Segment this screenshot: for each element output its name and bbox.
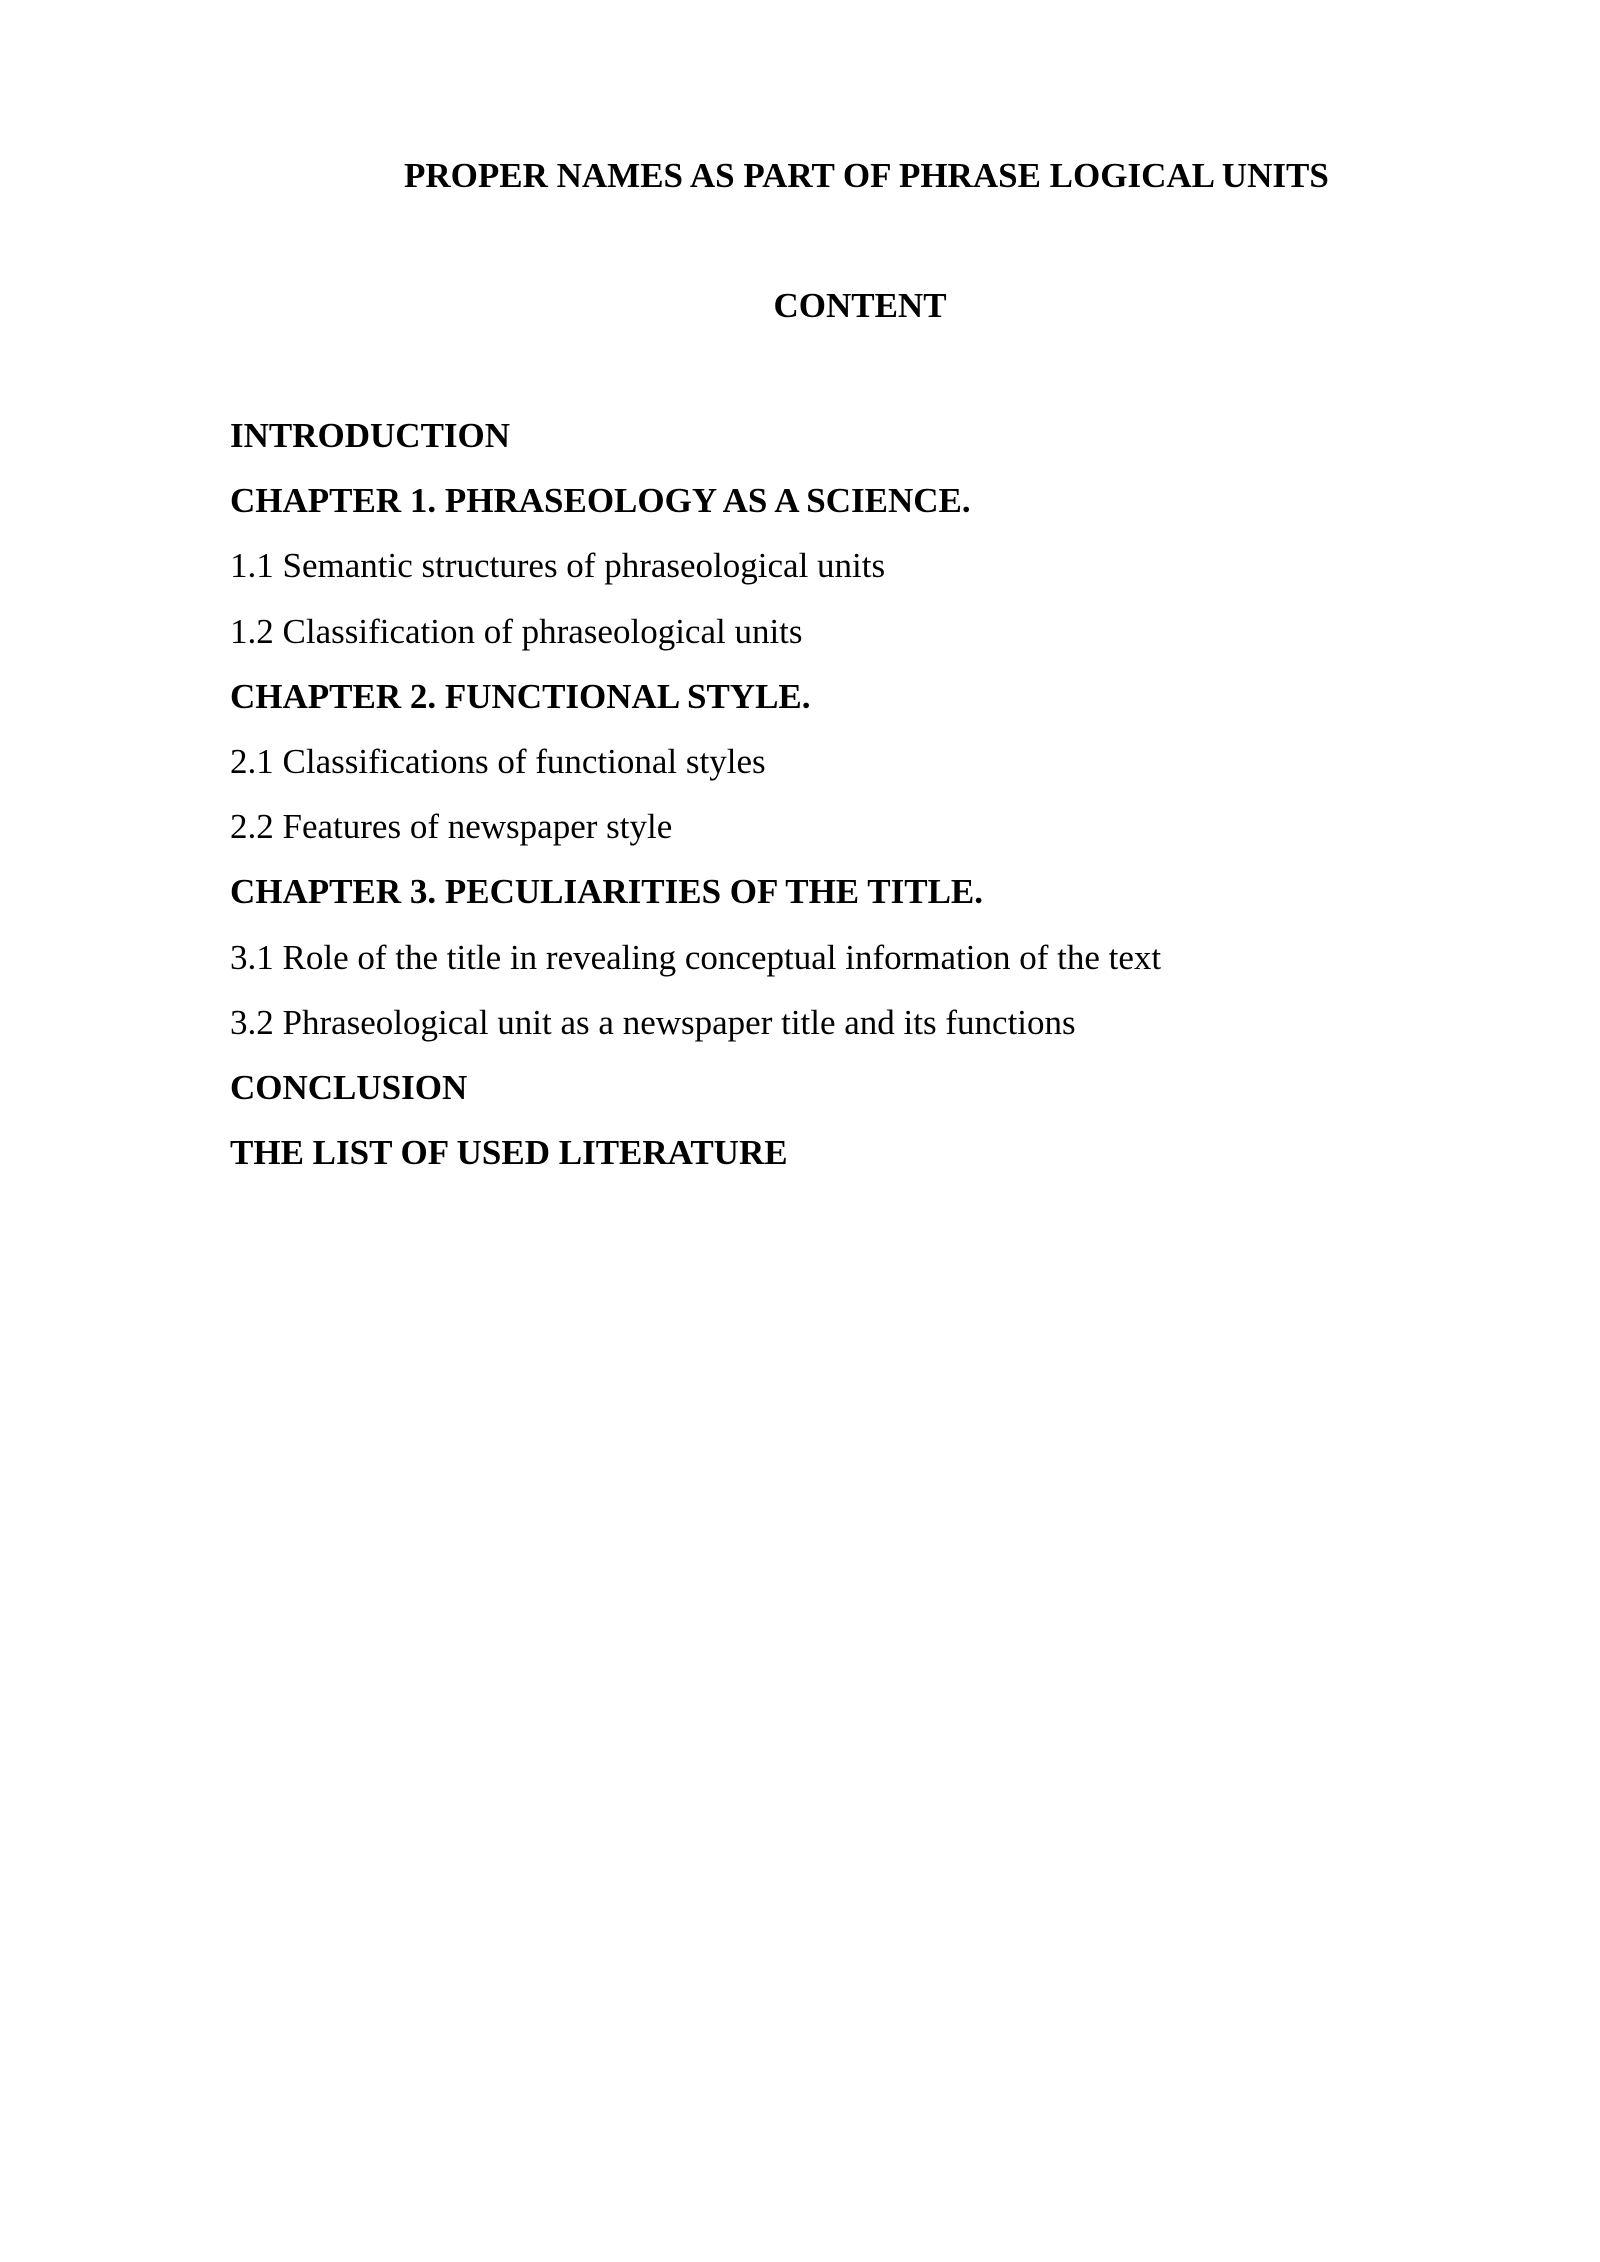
document-title: PROPER NAMES AS PART OF PHRASE LOGICAL UNITS (404, 156, 1329, 195)
toc-entry-section-3-2: 3.2 Phraseological unit as a newspaper title and its functions (230, 1002, 1076, 1042)
toc-entry-conclusion: CONCLUSION (230, 1067, 468, 1107)
toc-entry-chapter-1: CHAPTER 1. PHRASEOLOGY AS A SCIENCE. (230, 481, 971, 521)
toc-entry-literature: THE LIST OF USED LITERATURE (230, 1133, 788, 1173)
toc-entry-section-2-2: 2.2 Features of newspaper style (230, 807, 673, 847)
toc-entry-section-2-1: 2.1 Classifications of functional styles (230, 741, 766, 781)
toc-entry-section-3-1: 3.1 Role of the title in revealing conceptual information of the text (230, 937, 1162, 977)
content-heading: CONTENT (773, 286, 947, 325)
toc-entry-chapter-3: CHAPTER 3. PECULIARITIES OF THE TITLE. (230, 872, 984, 912)
table-of-contents (230, 410, 1161, 1192)
toc-entry-section-1-1: 1.1 Semantic structures of phraseological units (230, 546, 886, 586)
toc-entry-chapter-2: CHAPTER 2. FUNCTIONAL STYLE. (230, 676, 811, 716)
toc-entry-section-1-2: 1.2 Classification of phraseological units (230, 611, 803, 651)
toc-entry-introduction: INTRODUCTION (230, 416, 511, 455)
